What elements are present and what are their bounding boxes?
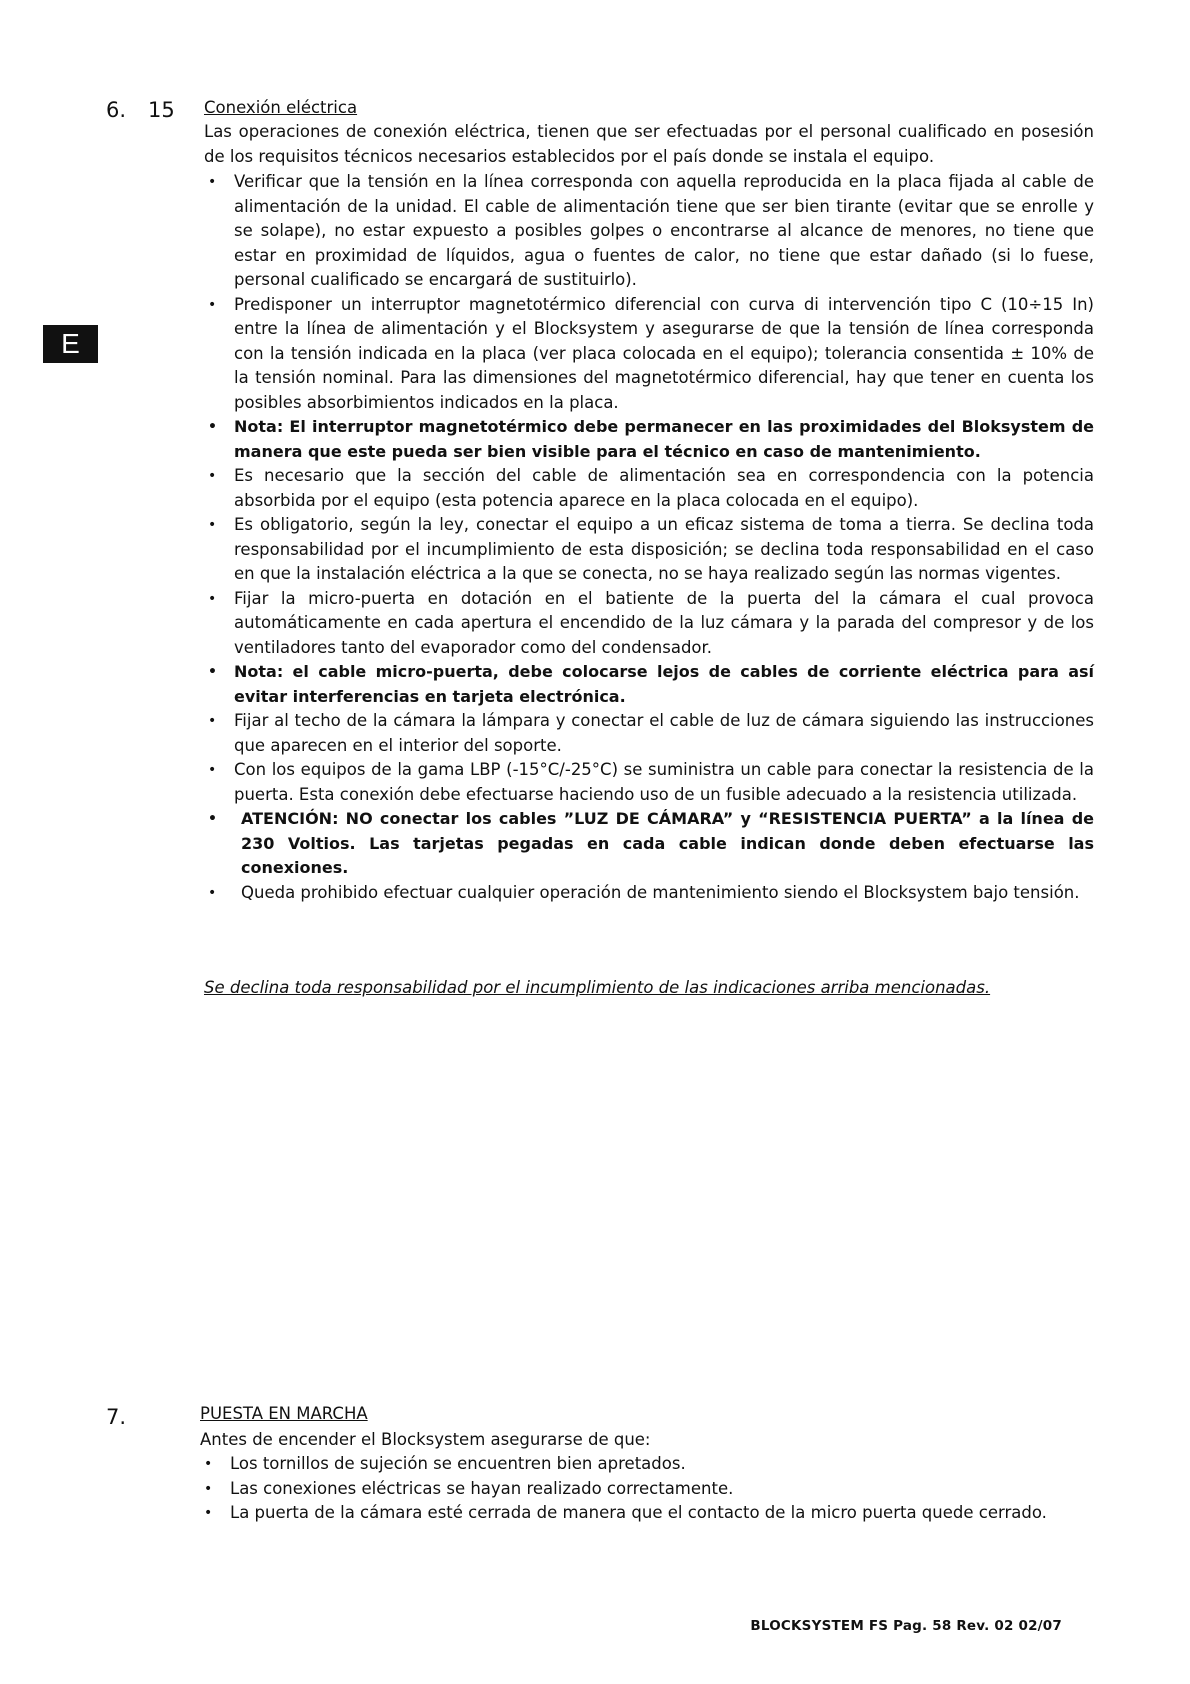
list-item: • Fijar al techo de la cámara la lámpara y conectar el cable de luz de cámara siguiendo las instrucciones que aparecen en el interior del soporte. — [208, 711, 1094, 755]
list-item: • Las conexiones eléctricas se hayan realizado correctamente. — [204, 1478, 734, 1498]
section-intro: Antes de encender el Blocksystem asegurarse de que: — [200, 1430, 651, 1449]
list-item-note: • Nota: El interruptor magnetotérmico debe permanecer en las proximidades del Bloksystem de manera que este pueda ser bien visible para el técnico en caso de mantenimiento. — [208, 417, 1094, 461]
section-title: Conexión eléctrica — [204, 98, 358, 117]
list-item: • Los tornillos de sujeción se encuentren bien apretados. — [204, 1454, 686, 1473]
list-item: • Verificar que la tensión en la línea corresponda con aquella reproducida en la placa fijada al cable de alimentación de la unidad. El cable de alimentación tiene que ser bien tirante (evitar que se enrolle y se solape), no estar expuesto a posibles golpes o encontrarse al alcance de menores, no tiene que estar en proximidad de líquidos, agua o fuentes de calor, no tiene que estar dañado (si lo fuese, personal cualificado se encargará de sustituirlo). — [208, 172, 1094, 289]
list-item: • Predisponer un interruptor magnetotérmico diferencial con curva di intervención tipo C (10÷15 In) entre la línea de alimentación y el Blocksystem y asegurarse de que la tensión de línea corresponda con la tensión indicada en la placa (ver placa colocada en el equipo); tolerancia consentida ± 10% de la tensión nominal. Para las dimensiones del magnetotérmico diferencial, hay que tener en cuenta los posibles absorbimientos indicados en la placa. — [208, 294, 1094, 412]
list-item: • La puerta de la cámara esté cerrada de manera que el contacto de la micro puerta quede cerrado. — [204, 1503, 1047, 1522]
list-item: • Es obligatorio, según la ley, conectar el equipo a un eficaz sistema de toma a tierra. Se declina toda responsabilidad por el incumplimiento de esta disposición; se declina toda responsabilidad en el caso en que la instalación eléctrica a la que se conecta, no se haya realizado según las normas vigentes. — [208, 515, 1094, 583]
disclaimer-note: Se declina toda responsabilidad por el incumplimiento de las indicaciones arriba mencionadas. — [204, 978, 991, 997]
list-item: • Con los equipos de la gama LBP (-15°C/-25°C) se suministra un cable para conectar la resistencia de la puerta. Esta conexión debe efectuarse haciendo uso de un fusible adecuado a la resistencia utilizada. — [208, 760, 1094, 804]
language-tab: E — [43, 325, 98, 363]
list-item: • Fijar la micro-puerta en dotación en el batiente de la puerta del la cámara el cual provoca automáticamente en cada apertura el encendido de la luz cámara y la parada del compresor y de los ventiladores tanto del evaporador como del condensador. — [208, 588, 1094, 657]
list-item-warning: • ATENCIÓN: NO conectar los cables ”LUZ DE CÁMARA” y “RESISTENCIA PUERTA” a la línea de 230 Voltios. Las tarjetas pegadas en cada cable indican donde deben efectuarse las conexiones. — [208, 809, 1094, 877]
list-item: • Es necesario que la sección del cable de alimentación sea en correspondencia con la potencia absorbida por el equipo (esta potencia aparece en la placa colocada en el equipo). — [208, 466, 1094, 510]
section-number: 7. — [106, 1405, 127, 1429]
section-title: PUESTA EN MARCHA — [200, 1404, 368, 1423]
list-item: • Queda prohibido efectuar cualquier operación de mantenimiento siendo el Blocksystem bajo tensión. — [208, 882, 1080, 902]
section-intro: Las operaciones de conexión eléctrica, tienen que ser efectuadas por el personal cualificado en posesión de los requisitos técnicos necesarios establecidos por el país donde se instala el equipo. — [204, 122, 1094, 166]
electrical-requirements-list — [202, 170, 1094, 905]
list-item-note: • Nota: el cable micro-puerta, debe colocarse lejos de cables de corriente eléctrica para así evitar interferencias en tarjeta electrónica. — [208, 662, 1094, 706]
startup-checklist — [198, 1452, 1090, 1526]
page-footer: BLOCKSYSTEM FS Pag. 58 Rev. 02 02/07 — [750, 1618, 1062, 1634]
subsection-number: 15 — [148, 98, 175, 122]
section-number: 6. — [106, 98, 127, 122]
